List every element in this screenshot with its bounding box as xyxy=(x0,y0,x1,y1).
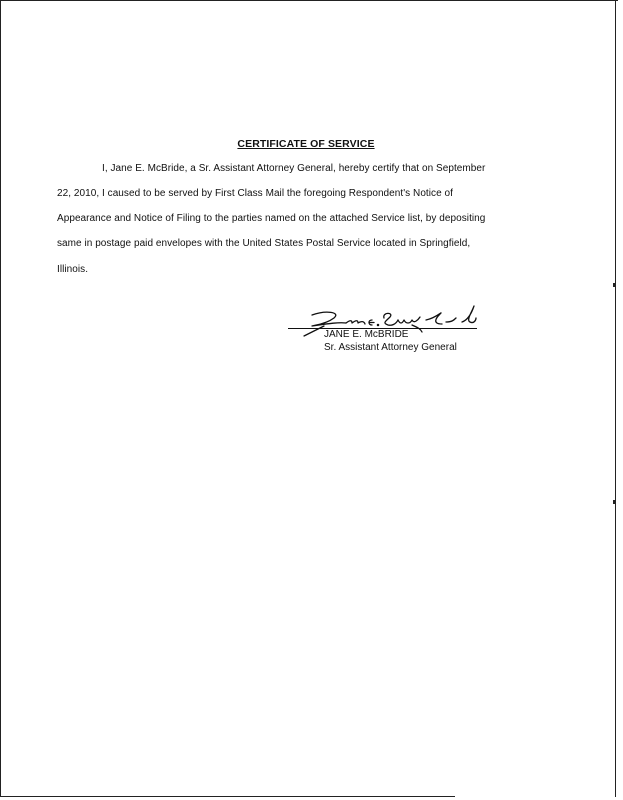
scan-edge-mark xyxy=(613,500,616,504)
scan-edge-bottom xyxy=(0,796,455,797)
body-line-2: 22, 2010, I caused to be served by First Class Mail the foregoing Respondent's Notice of xyxy=(57,188,453,199)
body-line-1: I, Jane E. McBride, a Sr. Assistant Attorney General, hereby certify that on September xyxy=(102,163,486,174)
signer-title: Sr. Assistant Attorney General xyxy=(324,342,457,353)
scan-edge-right xyxy=(615,0,616,797)
scan-edge-left xyxy=(0,0,1,797)
body-line-4: same in postage paid envelopes with the United States Postal Service located in Springfield, xyxy=(57,238,471,249)
signature-block xyxy=(286,298,506,368)
body-line-3: Appearance and Notice of Filing to the parties named on the attached Service list, by depositing xyxy=(57,213,486,224)
document-title: CERTIFICATE OF SERVICE xyxy=(237,138,375,150)
body-line-5: Illinois. xyxy=(57,264,89,275)
scan-edge-top xyxy=(0,0,618,1)
scan-edge-mark xyxy=(613,283,616,287)
signer-name: JANE E. McBRIDE xyxy=(324,329,409,340)
